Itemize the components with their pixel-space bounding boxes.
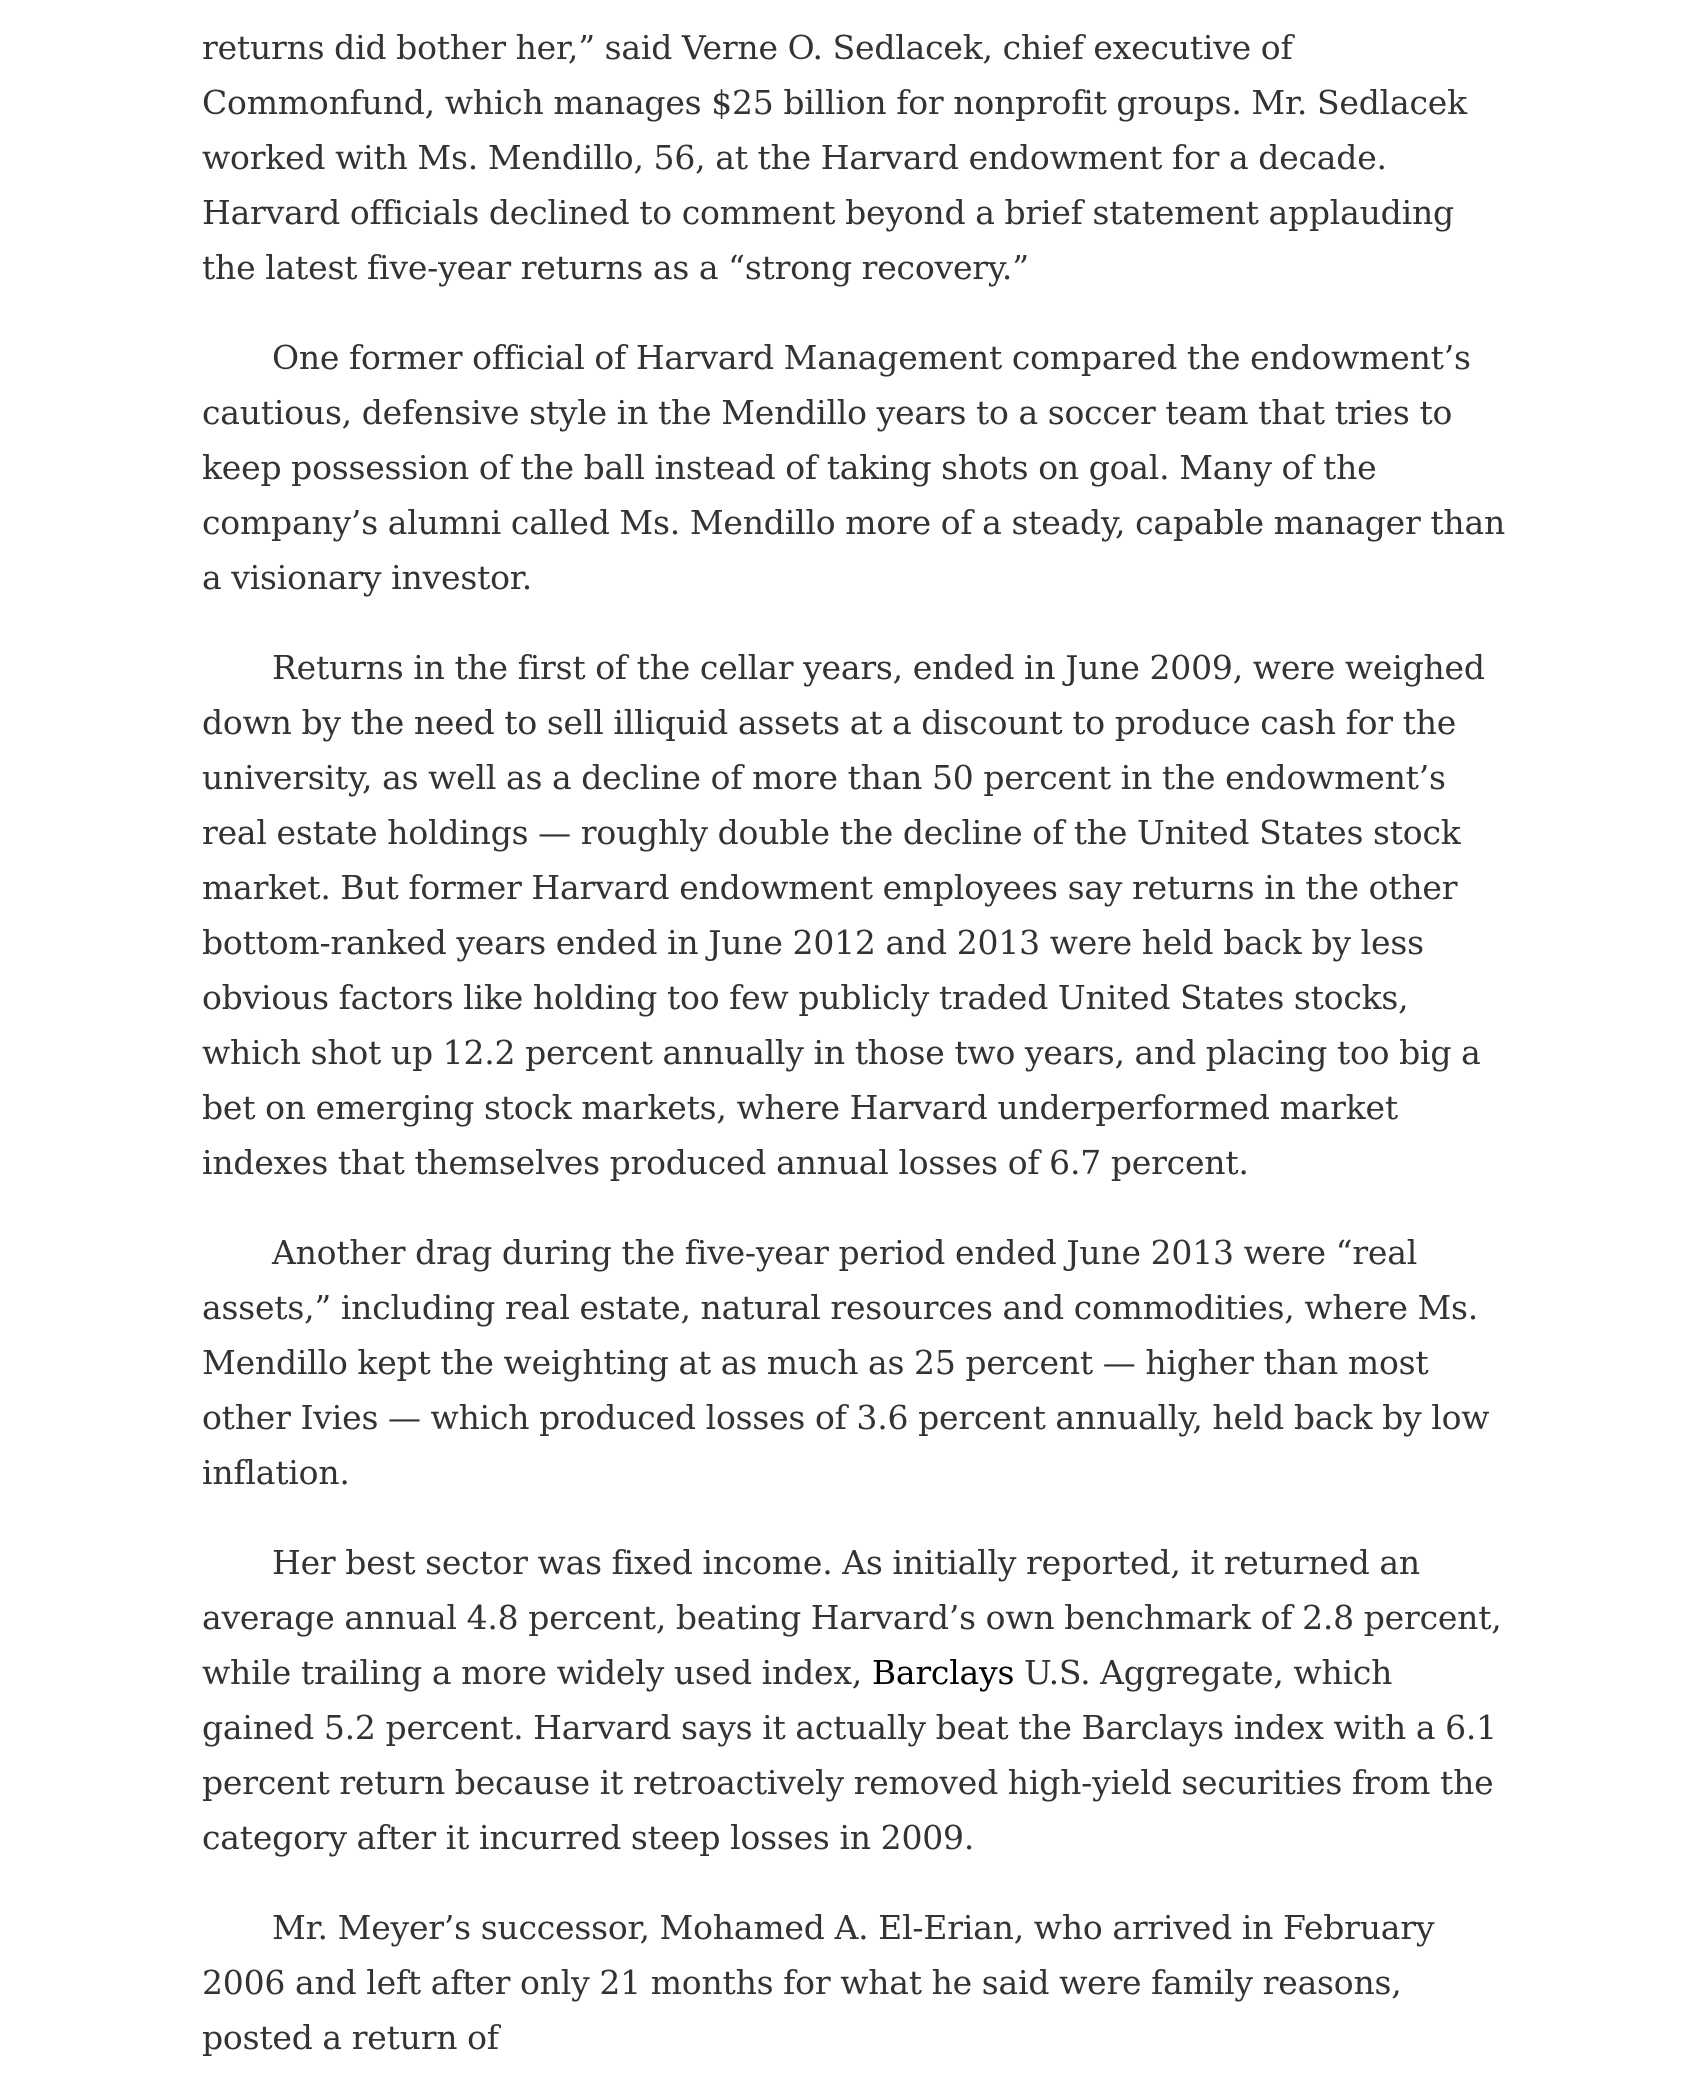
paragraph-5: [202, 1535, 1512, 1865]
paragraph-5-text-after: U.S. Aggregate, which gained 5.2 percent. Harvard says it actually beat the Barclays index with a 6.1 percent return because it retroactively removed high-yield securities from the category after it incurred steep losses in 2009.: [202, 1653, 1497, 1857]
paragraph-6: Mr. Meyer’s successor, Mohamed A. El-Erian, who arrived in February 2006 and left after only 21 months for what he said were family reasons, posted a return of: [202, 1908, 1435, 2057]
article-body: [202, 20, 1512, 2100]
barclays-link[interactable]: Barclays: [871, 1653, 1015, 1692]
paragraph-3: Returns in the first of the cellar years, ended in June 2009, were weighed down by the need to sell illiquid assets at a discount to produce cash for the university, as well as a decline of more than 50 percent in the endowment’s real estate holdings — roughly double the decline of the United States stock market. But former Harvard endowment employees say returns in the other bottom-ranked years ended in June 2012 and 2013 were held back by less obvious factors like holding too few publicly traded United States stocks, which shot up 12.2 percent annually in those two years, and placing too big a bet on emerging stock markets, where Harvard underperformed market indexes that themselves produced annual losses of 6.7 percent.: [202, 648, 1485, 1182]
paragraph-1: returns did bother her,” said Verne O. Sedlacek, chief executive of Commonfund, which manages $25 billion for nonprofit groups. Mr. Sedlacek worked with Ms. Mendillo, 56, at the Harvard endowment for a decade. Harvard officials declined to comment beyond a brief statement applauding the latest five-year returns as a “strong recovery.”: [202, 28, 1467, 287]
paragraph-4: Another drag during the five-year period ended June 2013 were “real assets,” including real estate, natural resources and commodities, where Ms. Mendillo kept the weighting at as much as 25 percent — higher than most other Ivies — which produced losses of 3.6 percent annually, held back by low inflation.: [202, 1233, 1490, 1492]
paragraph-2: One former official of Harvard Management compared the endowment’s cautious, defensive style in the Mendillo years to a soccer team that tries to keep possession of the ball instead of taking shots on goal. Many of the company’s alumni called Ms. Mendillo more of a steady, capable manager than a visionary investor.: [202, 338, 1506, 597]
paragraph-5-text-before: Her best sector was fixed income. As initially reported, it returned an average annual 4.8 percent, beating Harvard’s own benchmark of 2.8 percent, while trailing a more widely used index,: [202, 1543, 1502, 1692]
